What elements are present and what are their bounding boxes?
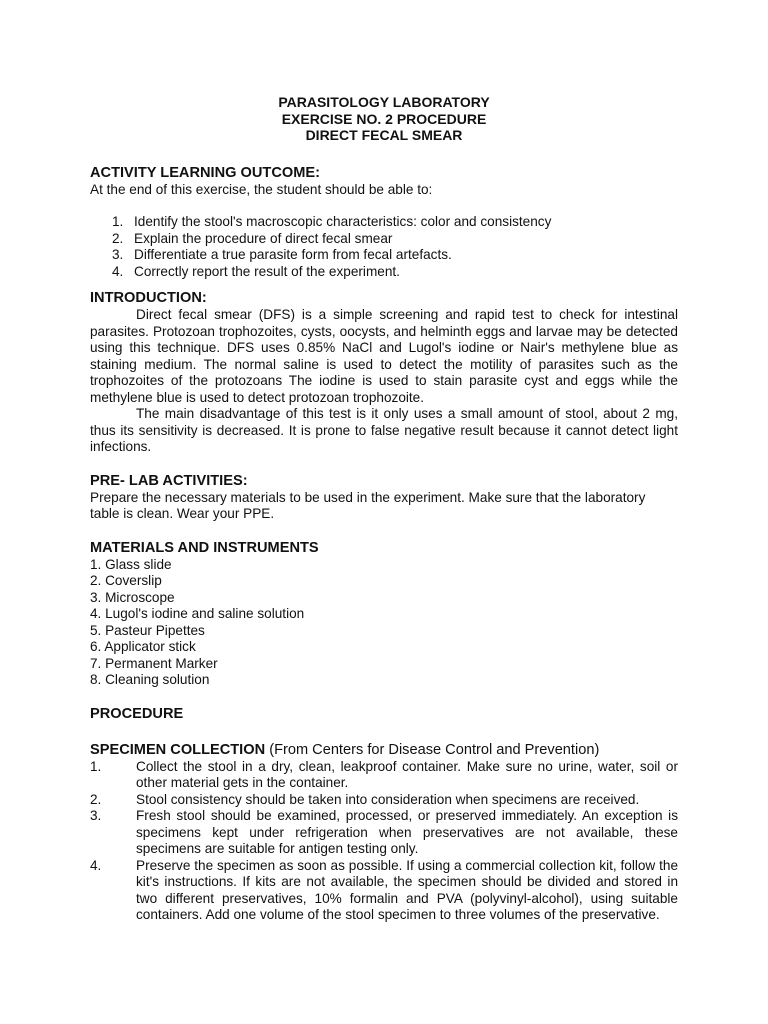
list-item: 3. Differentiate a true parasite form from fecal artefacts. — [112, 247, 452, 262]
list-item: 1. Glass slide — [90, 556, 172, 572]
procedure-heading: PROCEDURE — [90, 705, 184, 722]
list-item: 4. Correctly report the result of the experiment. — [112, 263, 400, 279]
list-item: 2. Explain the procedure of direct fecal smear — [112, 230, 393, 246]
list-item: 2. Stool consistency should be taken into consideration when specimens are received. — [90, 791, 640, 807]
materials-heading: MATERIALS AND INSTRUMENTS — [90, 539, 319, 556]
title-line-1: PARASITOLOGY LABORATORY — [278, 94, 490, 110]
list-item: 1. Collect the stool in a dry, clean, leakproof container. Make sure no urine, water, soil or other material gets in the container. — [90, 758, 678, 790]
prelab-heading: PRE- LAB ACTIVITIES: — [90, 472, 248, 489]
outcome-list — [90, 214, 678, 280]
introduction-heading: INTRODUCTION: — [90, 290, 207, 306]
list-item: 4. Lugol's iodine and saline solution — [90, 606, 305, 621]
list-item: 7. Permanent Marker — [90, 655, 218, 671]
outcome-heading: ACTIVITY LEARNING OUTCOME: — [90, 164, 320, 181]
list-item: 4. Preserve the specimen as soon as possible. If using a commercial collection kit, follow the kit's instructions. If kits are not available, the specimen should be divided and stored in two different preservatives, 10% formalin and PVA (polyvinyl-alcohol), using suitable containers. Add one volume of the stool specimen to three volumes of the preservative. — [90, 857, 678, 922]
list-item: 2. Coverslip — [90, 573, 162, 588]
title-line-3: DIRECT FECAL SMEAR — [305, 127, 463, 143]
title-line-2: EXERCISE NO. 2 PROCEDURE — [281, 110, 487, 127]
introduction-paragraph-2: The main disadvantage of this test is it only uses a small amount of stool, about 2 mg, thus its sensitivity is decreased. It is prone to false negative result because it cannot detect light infections. — [90, 406, 678, 454]
procedure-list — [90, 759, 678, 924]
specimen-collection-heading: SPECIMEN COLLECTION (From Centers for Disease Control and Prevention) — [90, 741, 600, 758]
materials-list — [90, 557, 678, 689]
list-item: 5. Pasteur Pipettes — [90, 622, 205, 638]
list-item: 6. Applicator stick — [90, 639, 196, 654]
outcome-intro: At the end of this exercise, the student should be able to: — [90, 181, 433, 197]
document-content — [90, 94, 678, 924]
document-title — [90, 94, 678, 144]
list-item: 3. Microscope — [90, 589, 175, 605]
list-item: 8. Cleaning solution — [90, 672, 210, 687]
introduction-paragraph-1: Direct fecal smear (DFS) is a simple screening and rapid test to check for intestinal parasites. Protozoan trophozoites, cysts, oocysts, and helminth eggs and larvae may be detected using this technique. DFS uses 0.85% NaCl and Lugol's iodine or Nair's methylene blue as staining medium. The normal saline is used to detect the motility of parasites such as the trophozoites of the protozoans The iodine is used to stain parasite cyst and eggs while the methylene blue is used to detect protozoan trophozoite. — [90, 307, 678, 405]
list-item: 1. Identify the stool's macroscopic characteristics: color and consistency — [112, 214, 552, 229]
prelab-text: Prepare the necessary materials to be used in the experiment. Make sure that the laboratory table is clean. Wear your PPE. — [90, 489, 646, 521]
list-item: 3. Fresh stool should be examined, processed, or preserved immediately. An exception is specimens kept under refrigeration when preservatives are not available, these specimens are suitable for antigen testing only. — [90, 808, 678, 856]
